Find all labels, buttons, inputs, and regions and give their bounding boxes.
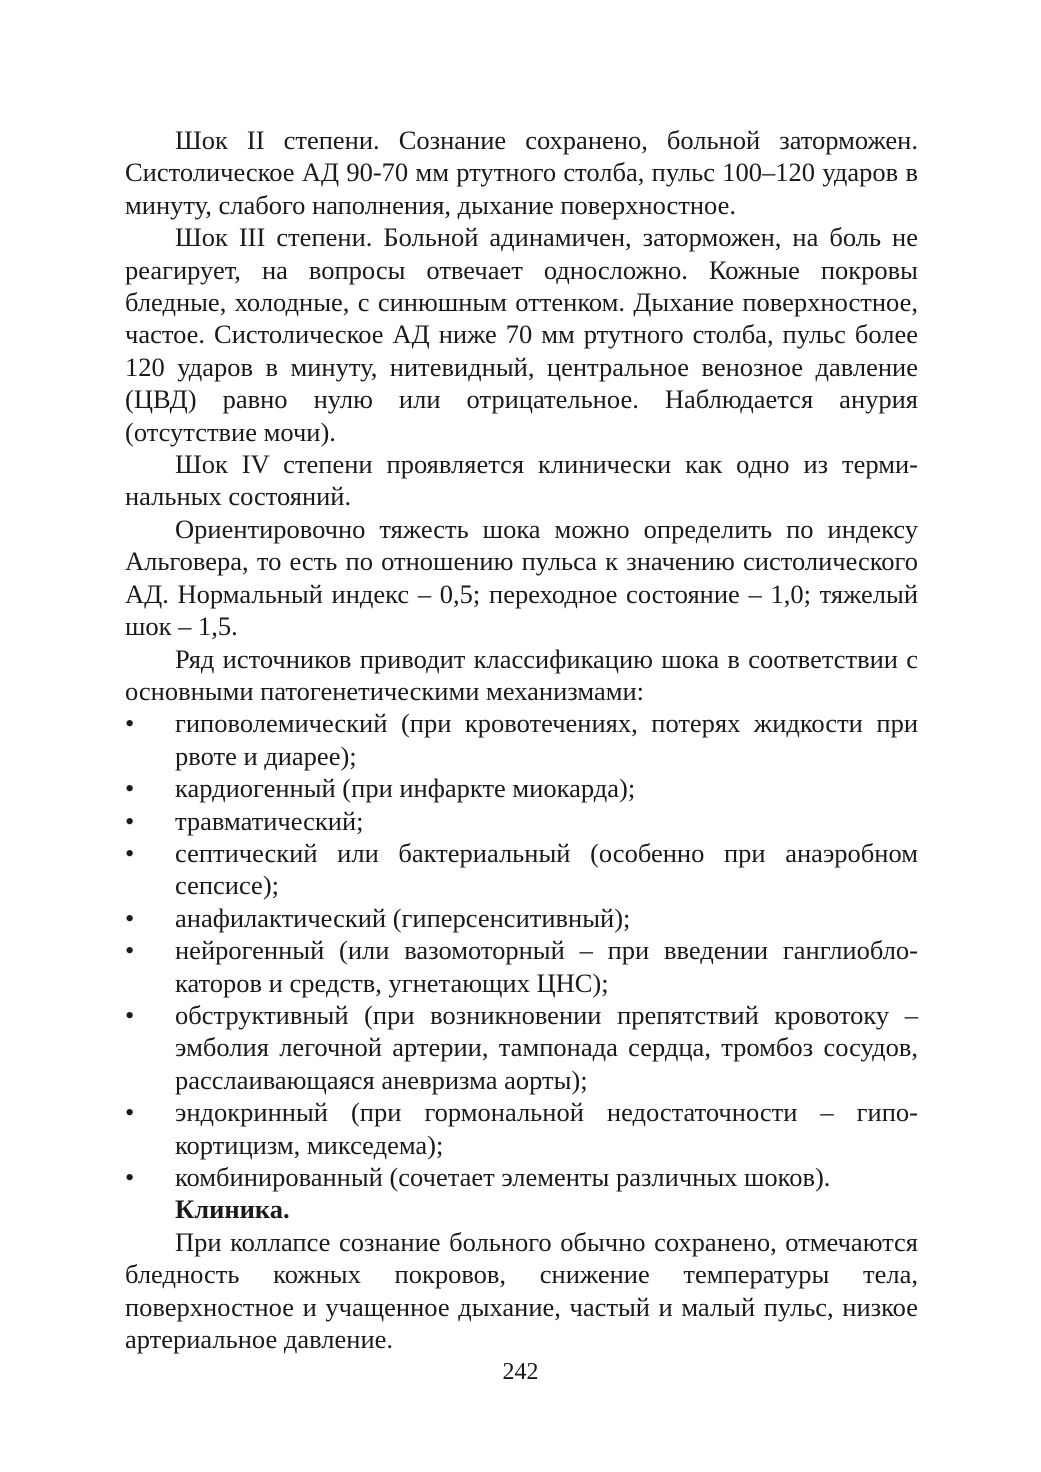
list-item-text: септический или бактериальный (особенно при анаэробном сепсисе); bbox=[175, 837, 918, 901]
bullet-icon: • bbox=[125, 773, 135, 804]
paragraph-collapse-clinic: При коллапсе сознание больного обычно сохранено, отмечаются бледность кожных покровов, снижение температуры тела, поверхностное и учащенное дыхание, частый и малый пульс, низкое артериальное давление. bbox=[125, 1226, 918, 1355]
paragraph-shock-stage-2: Шок II степени. Сознание сохранено, больной заторможен. Систолическое АД 90-70 мм ртутного столба, пульс 100–120 ударов в минуту, слабого наполнения, дыхание поверхностное. bbox=[125, 125, 918, 220]
list-item-text: кардиогенный (при инфаркте миокарда); bbox=[175, 773, 636, 804]
page-body bbox=[125, 124, 918, 1355]
bullet-icon: • bbox=[125, 935, 135, 966]
list-item-text: травматический; bbox=[175, 805, 364, 836]
bullet-icon: • bbox=[125, 708, 135, 739]
list-item-text: обструктивный (при возникновении препятствий кровотоку – эмболия легочной артерии, тампонада сердца, тромбоз сосудов, расслаивающаяся аневризма аорты); bbox=[175, 999, 918, 1095]
list-item bbox=[125, 1096, 918, 1161]
list-item bbox=[125, 805, 918, 837]
list-item-text: анафилактический (гиперсенситивный); bbox=[175, 902, 631, 933]
bullet-icon: • bbox=[125, 837, 135, 868]
shock-classification-list bbox=[125, 707, 918, 1193]
bullet-icon: • bbox=[125, 1162, 135, 1192]
paragraph-algover-index: Ориентировочно тяжесть шока можно определить по индексу Альговера, то есть по отношению пульса к значению систолического АД. Нормальный индекс – 0,5; переходное состояние – 1,0; тяжелый шок – 1,5. bbox=[125, 513, 918, 642]
list-item-text: нейрогенный (или вазомоторный – при введении ганглиоблокаторов и средств, угнетающих ЦНС); bbox=[175, 935, 918, 998]
list-item-text: гиповолемический (при кровотечениях, потерях жидкости при рвоте и диарее); bbox=[175, 708, 918, 771]
bullet-icon: • bbox=[125, 805, 135, 836]
paragraph-classification-intro: Ряд источников приводит классификацию шока в соответствии с основными патогенетическими механизмами: bbox=[125, 643, 918, 706]
section-heading-clinic: Клиника. bbox=[175, 1194, 290, 1225]
paragraph-shock-stage-3: Шок III степени. Больной адинамичен, заторможен, на боль не реагирует, на вопросы отвечает односложно. Кожные покровы бледные, холодные, с синюшным оттенком. Дыхание поверхностное, частое. Систолическое АД ниже 70 мм ртутного столба, пульс более 120 ударов в минуту, нитевидный, центральное венозное давление (ЦВД) равно нулю или отрицательное. Наблюдается анурия (отсутствие мочи). bbox=[125, 222, 918, 447]
bullet-icon: • bbox=[125, 999, 135, 1030]
list-item bbox=[125, 902, 918, 934]
list-item bbox=[125, 772, 918, 804]
paragraph-shock-stage-4: Шок IV степени проявляется клинически как одно из терминальных состояний. bbox=[125, 449, 918, 512]
list-item-text: эндокринный (при гормональной недостаточности – гипокортицизм, микседема); bbox=[175, 1097, 918, 1160]
page-number: 242 bbox=[502, 1359, 539, 1385]
bullet-icon: • bbox=[125, 1097, 135, 1128]
bullet-icon: • bbox=[125, 902, 135, 933]
list-item bbox=[125, 707, 918, 772]
list-item bbox=[125, 837, 918, 902]
list-item bbox=[125, 1161, 918, 1193]
list-item bbox=[125, 999, 918, 1096]
list-item bbox=[125, 934, 918, 999]
list-item-text: комбинированный (сочетает элементы различных шоков). bbox=[175, 1162, 831, 1192]
